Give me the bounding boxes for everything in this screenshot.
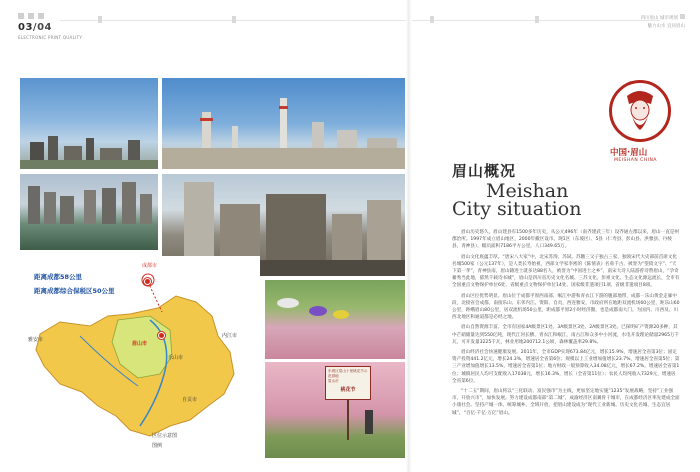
header-subtag: ELECTRONIC PRINT QUALITY bbox=[18, 35, 83, 40]
map-city-meishan: 眉山市 bbox=[132, 341, 148, 347]
header-tick bbox=[232, 16, 236, 23]
overview-paragraph: 眉山区位优势明显。眉山位于成都平原西南部，岷江中游和青衣江下游的腹部地带，成都一乐山黄金走廊中段，北接省会成都，南接乐山、东邻内江、资阳、自贡，西连雅安，市政府所在地距双流机场60公里，距乐山60公里，距峨眉山80公里，居双流机场50公里、距成都平原2小时经济圈，也是成都南大门。为国内、川西及、川西北地区和通道都是必经之地。 bbox=[452, 293, 680, 321]
overview-paragraph: “十二五”期间，眉山将以“三化联动、富民强市”为主线，更加坚定地实施“1235”发展战略，坚持“工业强市、开放兴市”，加快发展。努力建设成都南部“第二城”、成渝经济区南翼骨干城市，在成都经济区率先建成全面小康社会。坚持产城一体、统筹城乡、全域开放，把眉山建设成为“现代工业新城、历史文化名城、生态宜居城”，“百亿·千亿·万亿”眉山。 bbox=[452, 389, 680, 416]
photo-city-skyline bbox=[20, 78, 158, 169]
page-current: 03 bbox=[18, 22, 33, 33]
photo-industrial-park bbox=[162, 78, 405, 169]
sign-line-1: 东坡区眉山十里桃花节示范基地 bbox=[328, 369, 368, 378]
header-tick bbox=[535, 16, 539, 23]
map-callout-distance-bonded-zone: 距离成都综合保税区50公里 bbox=[34, 287, 115, 295]
overview-paragraph: 眉山文化底蕴丰厚。“唐宋八大家”中，北宋苏洵、苏轼、苏辙三父子独占三家，独领宋代大史部前首席文化名城500家（公元137年），是人类长寿始祖，西部文学家李密的《陈情表》名垂千古，被誉为“望债文字”、“天下第一孝”，青神县南，眉山籍进士就多达88名人，被誉为“中国进士之乡”，南宋大诗人陆游曾诗赞眉山，“孕奇蓄秀当此地，郁然千载诗书城”，眉山是四川省历史文化名城、三苏文化、彭祖文化、生态文化源远流长，全市有全国重点文物保护单位6处、省级重点文物保护单位14处、国家级非遗项目1项、省级非遗项目8项。 bbox=[452, 254, 680, 289]
map-legend-label: 图例 bbox=[152, 443, 163, 449]
photo-peach-garden-tourists bbox=[265, 280, 405, 359]
header-right-line2: 魅力山水 宜居眉山 bbox=[647, 24, 685, 29]
photo-peach-blossom-festival bbox=[265, 362, 405, 458]
sign-line-3: 桃花节 bbox=[340, 387, 356, 393]
location-map bbox=[20, 256, 260, 458]
map-legend-title: 区位示意图 bbox=[152, 433, 178, 439]
header-tick bbox=[430, 16, 434, 23]
su-dongpo-portrait-icon bbox=[621, 86, 659, 134]
header-rule bbox=[60, 20, 660, 21]
overview-paragraph: 眉山历史悠久。眉山建县有1500多年历史，从公元496年（南齐建武三年）设齐通左郡以来，眉山一直是州郡治所。1997年成立眉山地区，2000年撤区设市。现1区（东坡区）、5县（仁寿县、彭山县、洪雅县、丹棱县、青神县），幅员面积7186平方公里，人口349.65万。 bbox=[452, 230, 679, 250]
map-callout-distance-chengdu: 距离成都58公里 bbox=[34, 273, 83, 281]
map-city-zigong: 自贡市 bbox=[182, 397, 198, 403]
map-pin-meishan bbox=[158, 332, 165, 339]
page-number bbox=[18, 22, 52, 33]
section-title-en-line1: Meishan bbox=[486, 180, 569, 202]
section-title-en-line2: City situation bbox=[452, 198, 582, 220]
header-right bbox=[641, 14, 685, 29]
photo-lakeside-residential bbox=[20, 174, 158, 250]
map-city-neijiang: 内江市 bbox=[222, 333, 238, 339]
header-decoration bbox=[18, 13, 44, 19]
map-pin-chengdu bbox=[144, 278, 151, 285]
overview-paragraph: 眉山自然资源丰富。全市有国家4A级景区1处、3A级景区3处、2A级景区3处。已探明矿产资源20多种，其中芒硝储量达到550亿吨，现代江河长横、青衣江和岷江，南古江和众多中小河流，水电开发理论储量2965万千瓦，可开发量3225千瓦，林业用地200712.1公顷，森林覆盖率29.8%。 bbox=[452, 325, 680, 345]
map-city-yaan: 雅安市 bbox=[28, 337, 44, 343]
header-tick bbox=[98, 16, 102, 23]
logo-text-cn: 中国·眉山 bbox=[610, 148, 648, 158]
map-city-chengdu: 成都市 bbox=[142, 263, 158, 269]
city-overview-text bbox=[452, 229, 680, 420]
map-city-leshan: 乐山市 bbox=[168, 355, 184, 361]
header-right-line1: 四川眉山 城市规划 bbox=[640, 16, 678, 21]
sign-line-2: 眉山市 bbox=[328, 379, 339, 383]
page-total: /04 bbox=[32, 22, 52, 33]
overview-paragraph: 眉山经济社会快速健康发展。2011年，全市GDP实现673.84亿元，增长15.9%，增速居全省第3位；固定资产投资441.2亿元，增长24.3%，增速居全省第6位；规模以上工业增加值增长23.7%，增速居全省第5位；第三产业增加值增长13.5%，增速居全省第1位；地方财政一般预算收入34.08亿元，增长67.2%，增速居全省第1位；城镇居民人均可支配收入17038元，增长16.3%，增长（全省第11位）；农民人均纯收入7329元，增速居全省第6位。 bbox=[452, 350, 680, 384]
logo-text-en: MEISHAN CHINA bbox=[614, 158, 657, 163]
section-title-cn: 眉山概况 bbox=[452, 162, 517, 180]
page-spine bbox=[406, 0, 412, 472]
